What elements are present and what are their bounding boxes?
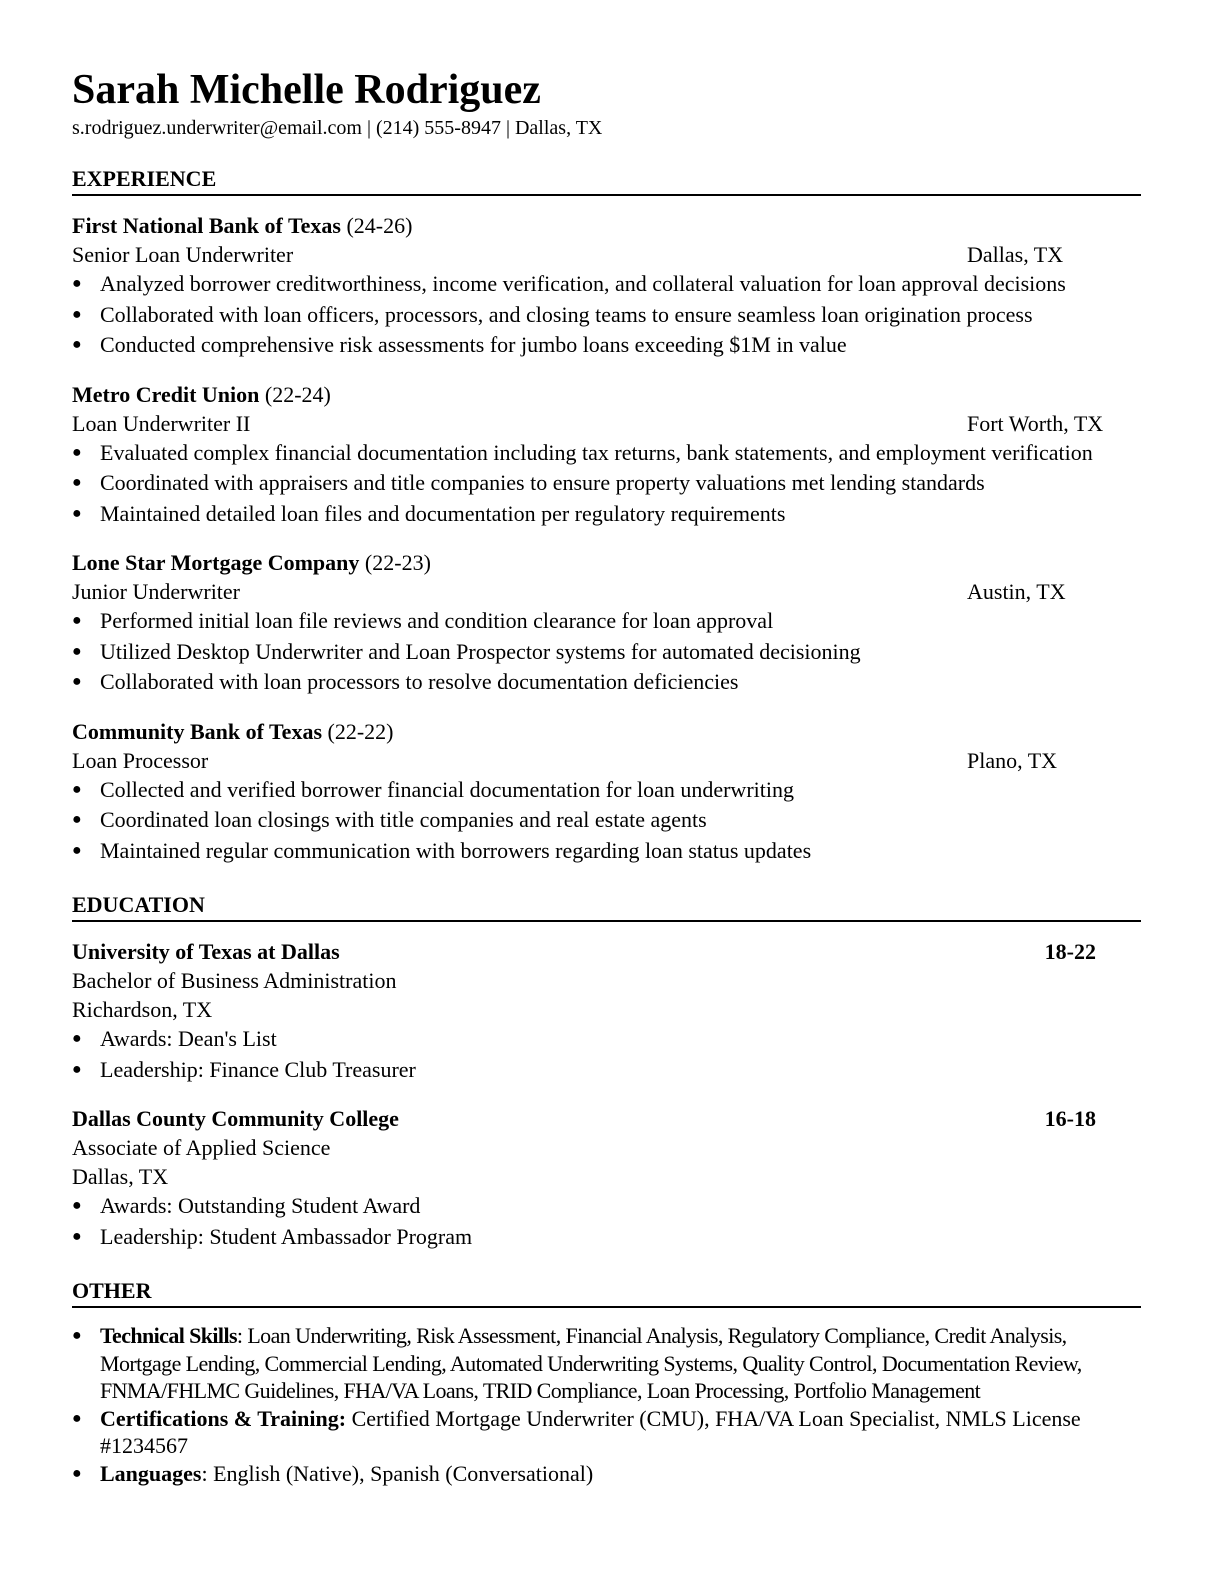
technical-skills-item	[72, 1322, 1141, 1405]
experience-entry	[72, 211, 1141, 361]
section-title-education: EDUCATION	[72, 892, 1141, 922]
experience-heading	[72, 548, 1141, 577]
item-text: Loan Underwriting, Risk Assessment, Financial Analysis, Regulatory Compliance, Credit Analysis, Mortgage Lending, Commercial Lending, Automated Underwriting Systems, Quality Control, Documentation Review, FNMA/FHLMC Guidelines, FHA/VA Loans, TRID Compliance, Loan Processing, Portfolio Management	[100, 1323, 1082, 1403]
item-text: English (Native), Spanish (Conversational)	[207, 1460, 594, 1486]
contact-line: s.rodriguez.underwriter@email.com | (214) 555-8947 | Dallas, TX	[72, 117, 603, 139]
experience-heading	[72, 717, 1141, 746]
school-name: Dallas County Community College	[72, 1106, 399, 1131]
list-item: ● Awards: Outstanding Student Award	[72, 1191, 1141, 1222]
experience-dates: (22-24)	[264, 381, 331, 407]
experience-dates: (22-23)	[364, 550, 431, 575]
list-item: ● Coordinated loan closings with title companies and real estate agents	[72, 805, 1141, 836]
job-location: Fort Worth, TX	[967, 410, 1104, 436]
item-label: Languages	[100, 1460, 202, 1486]
list-item: ● Utilized Desktop Underwriter and Loan Prospector systems for automated decisioning	[72, 637, 1141, 668]
education-bullets	[72, 1191, 1141, 1252]
list-item: ● Performed initial loan file reviews and condition clearance for loan approval	[72, 606, 1141, 637]
list-item: ● Analyzed borrower creditworthiness, income verification, and collateral valuation for loan approval decisions	[72, 269, 1141, 300]
item-separator: :	[201, 1460, 208, 1486]
list-item: ● Conducted comprehensive risk assessments for jumbo loans exceeding $1M in value	[72, 330, 1141, 361]
section-title-other: OTHER	[72, 1278, 1141, 1308]
item-label: Certifications & Training:	[100, 1405, 347, 1431]
experience-heading	[72, 211, 1141, 240]
education-entry	[72, 937, 1141, 1085]
job-title: Loan Underwriter II	[72, 410, 251, 436]
experience-role-line	[72, 409, 1141, 438]
experience-dates: (24-26)	[346, 213, 413, 238]
list-item: ● Leadership: Finance Club Treasurer	[72, 1055, 1141, 1086]
candidate-name: Sarah Michelle Rodriguez	[72, 67, 541, 113]
job-location: Plano, TX	[967, 747, 1058, 773]
experience-entry	[72, 717, 1141, 867]
list-item: ● Maintained regular communication with borrowers regarding loan status updates	[72, 836, 1141, 867]
degree: Associate of Applied Science	[72, 1135, 331, 1160]
education-dates: 16-18	[1044, 1106, 1096, 1131]
experience-bullets	[72, 775, 1141, 867]
job-title: Loan Processor	[72, 747, 209, 773]
experience-dates: (22-22)	[327, 718, 394, 744]
section-title-experience: EXPERIENCE	[72, 166, 1141, 196]
school-name: University of Texas at Dallas	[72, 939, 340, 964]
job-title: Junior Underwriter	[72, 579, 241, 604]
education-heading	[72, 937, 1141, 966]
list-item: ● Evaluated complex financial documentation including tax returns, bank statements, and employment verification	[72, 438, 1141, 469]
list-item: ● Maintained detailed loan files and documentation per regulatory requirements	[72, 499, 1141, 530]
resume-page	[72, 64, 1141, 1487]
list-item: ● Collaborated with loan officers, processors, and closing teams to ensure seamless loan origination process	[72, 300, 1141, 331]
job-location: Dallas, TX	[967, 242, 1064, 267]
company-name: Community Bank of Texas	[72, 718, 323, 744]
other-list	[72, 1322, 1141, 1487]
certifications-item	[72, 1405, 1141, 1460]
company-name: Metro Credit Union	[72, 381, 260, 407]
job-title: Senior Loan Underwriter	[72, 242, 294, 267]
list-item: ● Collected and verified borrower financial documentation for loan underwriting	[72, 775, 1141, 806]
list-item: ● Coordinated with appraisers and title companies to ensure property valuations met lending standards	[72, 468, 1141, 499]
languages-item	[72, 1460, 1141, 1488]
experience-bullets	[72, 269, 1141, 361]
education-heading	[72, 1104, 1141, 1133]
experience-bullets	[72, 606, 1141, 698]
company-name: Lone Star Mortgage Company	[72, 550, 360, 575]
list-item: ● Awards: Dean's List	[72, 1024, 1141, 1055]
experience-entry	[72, 548, 1141, 698]
list-item: ● Collaborated with loan processors to resolve documentation deficiencies	[72, 667, 1141, 698]
item-text: Certified Mortgage Underwriter (CMU), FHA/VA Loan Specialist, NMLS License #1234567	[100, 1405, 1081, 1458]
experience-role-line	[72, 240, 1141, 269]
list-item: ● Leadership: Student Ambassador Program	[72, 1222, 1141, 1253]
experience-heading	[72, 380, 1141, 409]
school-location: Dallas, TX	[72, 1164, 169, 1189]
item-separator: :	[236, 1323, 243, 1348]
school-location: Richardson, TX	[72, 997, 213, 1022]
experience-role-line	[72, 577, 1141, 606]
experience-entry	[72, 380, 1141, 530]
degree: Bachelor of Business Administration	[72, 968, 397, 993]
item-label: Technical Skills	[100, 1323, 237, 1348]
education-dates: 18-22	[1044, 939, 1096, 964]
experience-role-line	[72, 746, 1141, 775]
experience-bullets	[72, 438, 1141, 530]
education-bullets	[72, 1024, 1141, 1085]
job-location: Austin, TX	[967, 579, 1066, 604]
company-name: First National Bank of Texas	[72, 213, 341, 238]
education-entry	[72, 1104, 1141, 1252]
